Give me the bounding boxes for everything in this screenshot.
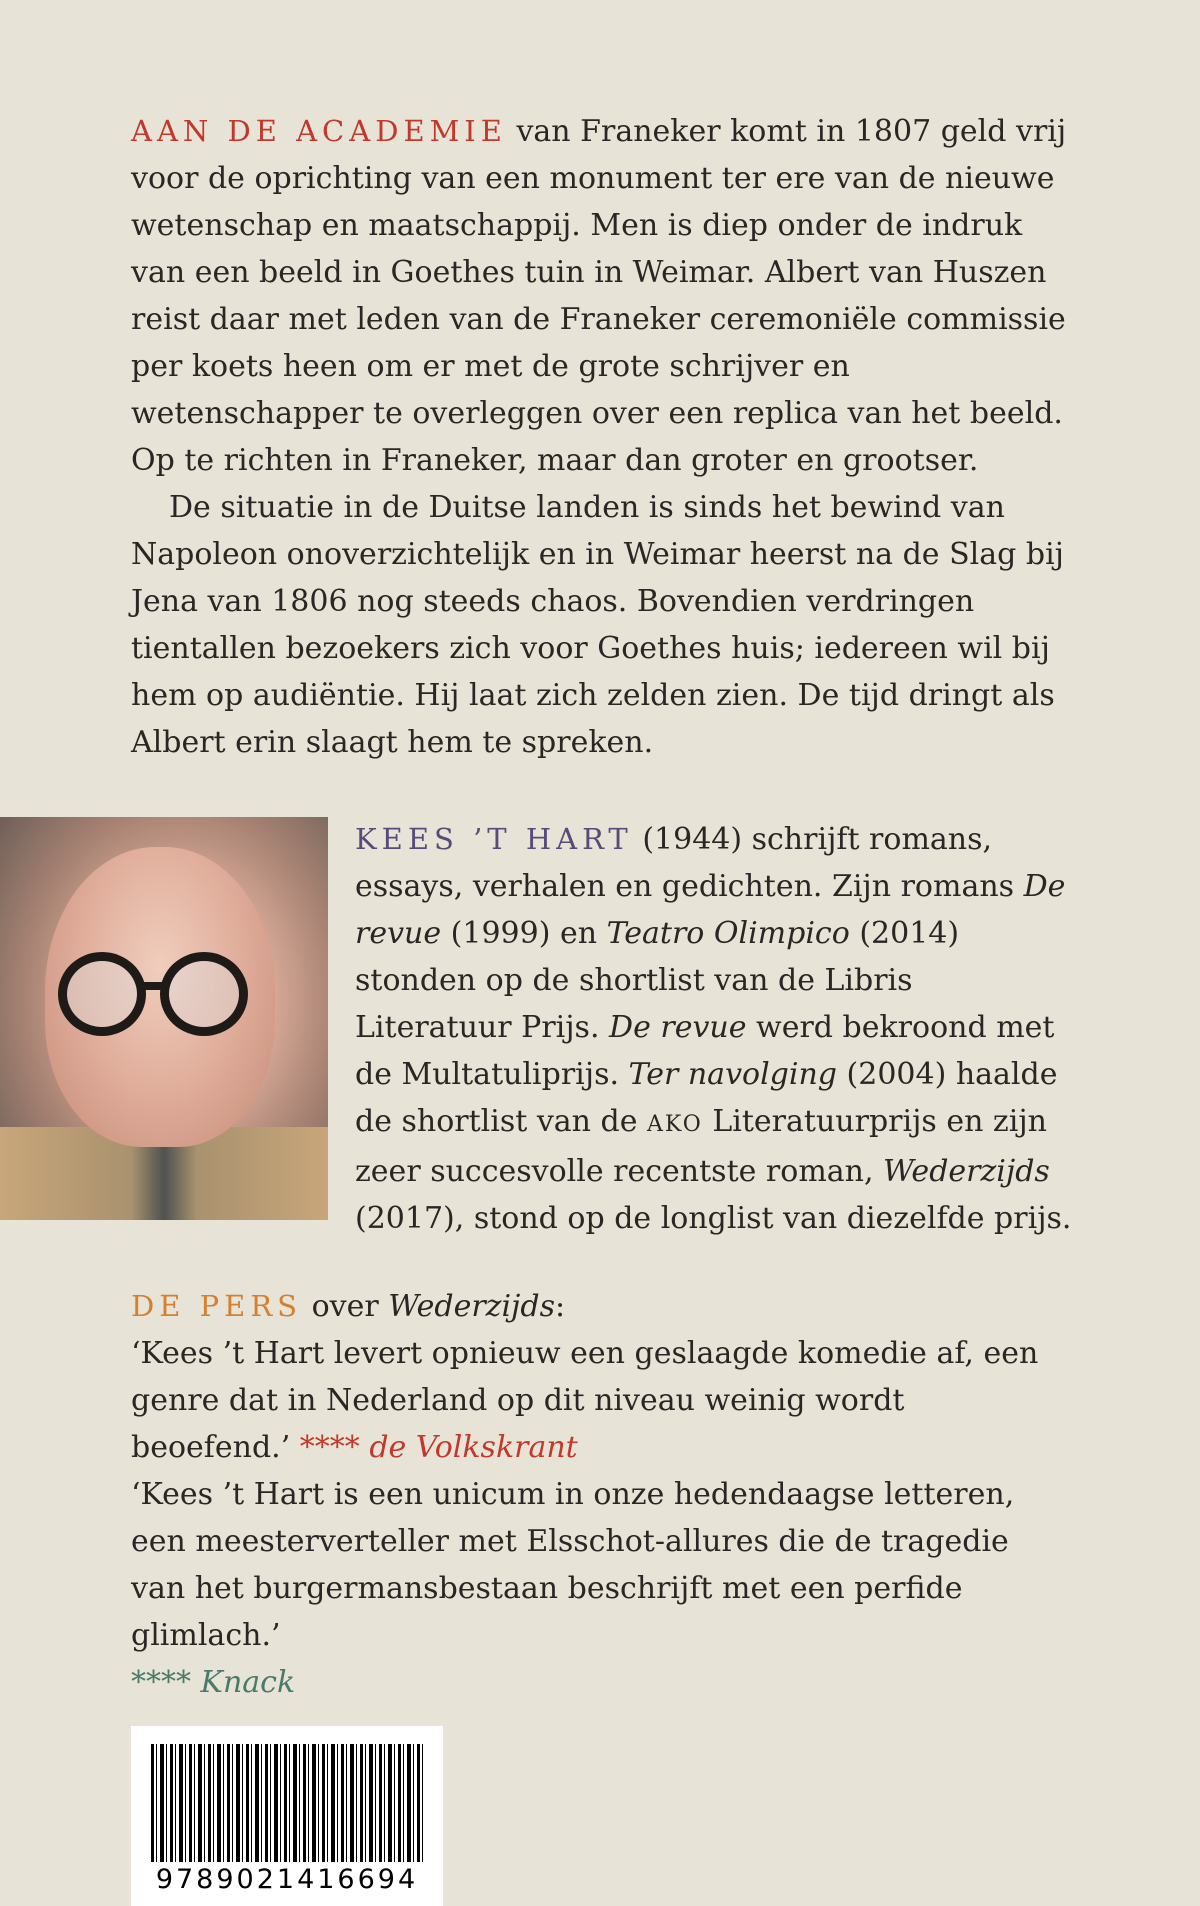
book-title: De revue — [609, 1010, 747, 1045]
synopsis-text-1: van Franeker komt in 1807 geld vrij voor de oprichting van een monument ter ere van de nieuwe wetenschap en maatschappij. Men is diep onder de indruk van een beeld in Goethes tuin in Weimar. Albert van Huszen reist daar met leden van de Franeker ceremoniële commissie per koets heen om er met de grote schrijver en wetenschapper te overleggen over een replica van het beeld. Op te richten in Franeker, maar dan groter en grootser. — [131, 114, 1067, 478]
press-quote-text: ‘Kees ’t Hart is een unicum in onze hedendaagse letteren, een meesterverteller met Elsschot-allures die de tragedie van het burgermansbestaan beschrijft met een perfide glimlach.’ — [131, 1477, 1015, 1653]
author-photo-glasses-bridge — [142, 982, 162, 990]
synopsis-paragraph-2: De situatie in de Duitse landen is sinds het bewind van Napoleon onoverzichtelijk en in Weimar heerst na de Slag bij Jena van 1806 nog steeds chaos. Bovendien verdringen tientallen bezoekers zich voor Goethes huis; iedereen wil bij hem op audiëntie. Hij laat zich zelden zien. De tijd dringt als Albert erin slaagt hem te spreken. — [131, 490, 1064, 760]
isbn-number: 9789021416694 — [155, 1864, 419, 1895]
press-quote-2-source — [131, 1659, 1071, 1706]
author-bio-paragraph — [355, 816, 1075, 1242]
press-source-knack: Knack — [200, 1665, 296, 1700]
press-lead-caps: DE PERS — [131, 1289, 303, 1323]
author-bio-text: (2004) haalde de shortlist van de — [355, 1057, 1058, 1139]
press-section — [131, 1283, 1071, 1706]
prize-acronym: AKO — [647, 1112, 703, 1137]
press-source-volkskrant: de Volkskrant — [369, 1430, 578, 1465]
book-title: Ter navolging — [628, 1057, 837, 1092]
press-quote-2 — [131, 1471, 1071, 1659]
author-bio-text: (2017), stond op de longlist van diezelfde prijs. — [355, 1201, 1072, 1236]
press-quote-text: ‘Kees ’t Hart levert opnieuw een geslaagde komedie af, een genre dat in Nederland op dit niveau weinig wordt beoefend.’ — [131, 1336, 1039, 1465]
author-bio-text: (2014) stonden op de shortlist van de Libris Literatuur Prijs. — [355, 916, 960, 1045]
press-heading-text: over — [302, 1289, 389, 1324]
author-photo — [0, 817, 328, 1220]
book-title: Wederzijds — [883, 1154, 1050, 1189]
book-title: Teatro Olimpico — [606, 916, 850, 951]
synopsis-paragraph-1 — [131, 108, 1071, 484]
author-bio-text: Literatuurprijs en zijn zeer succesvolle recentste roman, — [355, 1104, 1047, 1189]
press-book-title: Wederzijds — [388, 1289, 555, 1324]
author-name: KEES ’T HART — [355, 822, 633, 856]
author-bio-section — [355, 816, 1075, 1242]
rating-stars: **** — [290, 1430, 370, 1465]
press-heading-colon: : — [554, 1289, 566, 1324]
author-bio-text: (1999) en — [441, 916, 607, 951]
barcode-bars — [151, 1744, 423, 1862]
author-bio-text: werd bekroond met de Multatuliprijs. — [355, 1010, 1055, 1092]
isbn-barcode — [131, 1726, 443, 1906]
synopsis-section — [131, 108, 1071, 766]
book-title: De revue — [355, 869, 1066, 951]
author-photo-glasses-right — [160, 952, 248, 1036]
rating-stars: **** — [131, 1665, 201, 1700]
author-bio-text: (1944) schrijft romans, essays, verhalen en gedichten. Zijn romans — [355, 822, 1024, 904]
author-photo-glasses-left — [58, 952, 146, 1036]
press-heading — [131, 1283, 1071, 1330]
synopsis-lead-caps: AAN DE ACADEMIE — [131, 114, 507, 148]
press-quote-1 — [131, 1330, 1071, 1471]
